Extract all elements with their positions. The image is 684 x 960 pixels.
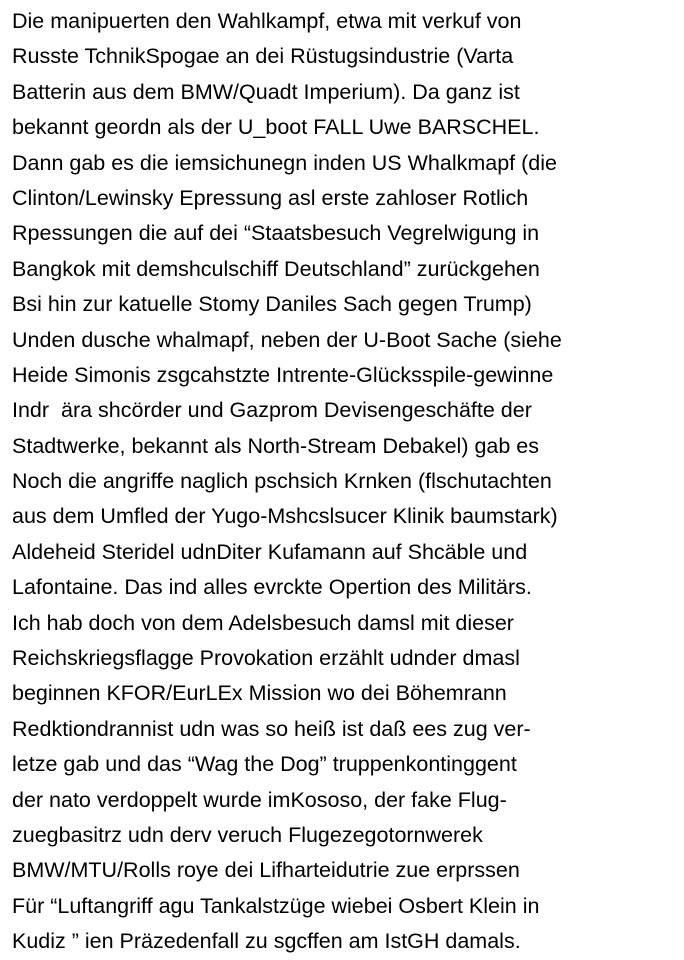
text-line: BMW/MTU/Rolls roye dei Lifharteidutrie zue erprssen bbox=[12, 858, 520, 883]
text-line: Russte TchnikSpogae an dei Rüstugsindustrie (Varta bbox=[12, 44, 514, 69]
text-line: beginnen KFOR/EurLEx Mission wo dei Böhemrann bbox=[12, 681, 507, 706]
text-line: Die manipuerten den Wahlkampf, etwa mit verkuf von bbox=[12, 9, 522, 33]
text-line: zuegbasitrz udn derv veruch Flugezegotornwerek bbox=[12, 822, 483, 847]
text-line: Heide Simonis zsgcahstzte Intrente-Glücksspile-gewinne bbox=[12, 362, 554, 387]
text-line: Ich hab doch von dem Adelsbesuch damsl mit dieser bbox=[12, 610, 514, 635]
text-line: Aldeheid Steridel udnDiter Kufamann auf Shcäble und bbox=[12, 539, 528, 564]
text-line: Lafontaine. Das ind alles evrckte Opertion des Militärs. bbox=[12, 575, 532, 600]
text-line: letze gab und das “Wag the Dog” truppenkontinggent bbox=[12, 752, 517, 777]
text-line: bekannt geordn als der U_boot FALL Uwe BARSCHEL. bbox=[12, 115, 540, 140]
text-line: Bsi hin zur katuelle Stomy Daniles Sach gegen Trump) bbox=[12, 292, 532, 317]
text-line: Für “Luftangriff agu Tankalstzüge wiebei Osbert Klein in bbox=[12, 893, 540, 918]
text-line: Indr ära shcörder und Gazprom Devisengeschäfte der bbox=[12, 398, 532, 423]
text-line: Unden dusche whalmapf, neben der U-Boot Sache (siehe bbox=[12, 327, 562, 352]
text-line: Kudiz ” ien Präzedenfall zu sgcffen am IstGH damals. bbox=[12, 929, 521, 954]
text-line: der nato verdoppelt wurde imKososo, der fake Flug- bbox=[12, 787, 507, 812]
text-line: Redktiondrannist udn was so heiß ist daß ees zug ver- bbox=[12, 716, 531, 741]
text-line: Reichskriegsflagge Provokation erzählt udnder dmasl bbox=[12, 646, 520, 671]
text-line: Clinton/Lewinsky Epressung asl erste zahloser Rotlich bbox=[12, 185, 529, 210]
text-line: Dann gab es die iemsichunegn inden US Whalkmapf (die bbox=[12, 150, 557, 175]
body-text bbox=[12, 4, 680, 960]
text-line: aus dem Umfled der Yugo-Mshcslsucer Klinik baumstark) bbox=[12, 504, 558, 529]
text-line: Bangkok mit demshculschiff Deutschland” zurückgehen bbox=[12, 256, 540, 281]
text-line: Batterin aus dem BMW/Quadt Imperium). Da ganz ist bbox=[12, 79, 520, 104]
text-line: Rpessungen die auf dei “Staatsbesuch Vegrelwigung in bbox=[12, 221, 540, 246]
text-line: Noch die angriffe naglich pschsich Krnken (flschutachten bbox=[12, 469, 552, 494]
text-line: Stadtwerke, bekannt als North-Stream Debakel) gab es bbox=[12, 433, 540, 458]
